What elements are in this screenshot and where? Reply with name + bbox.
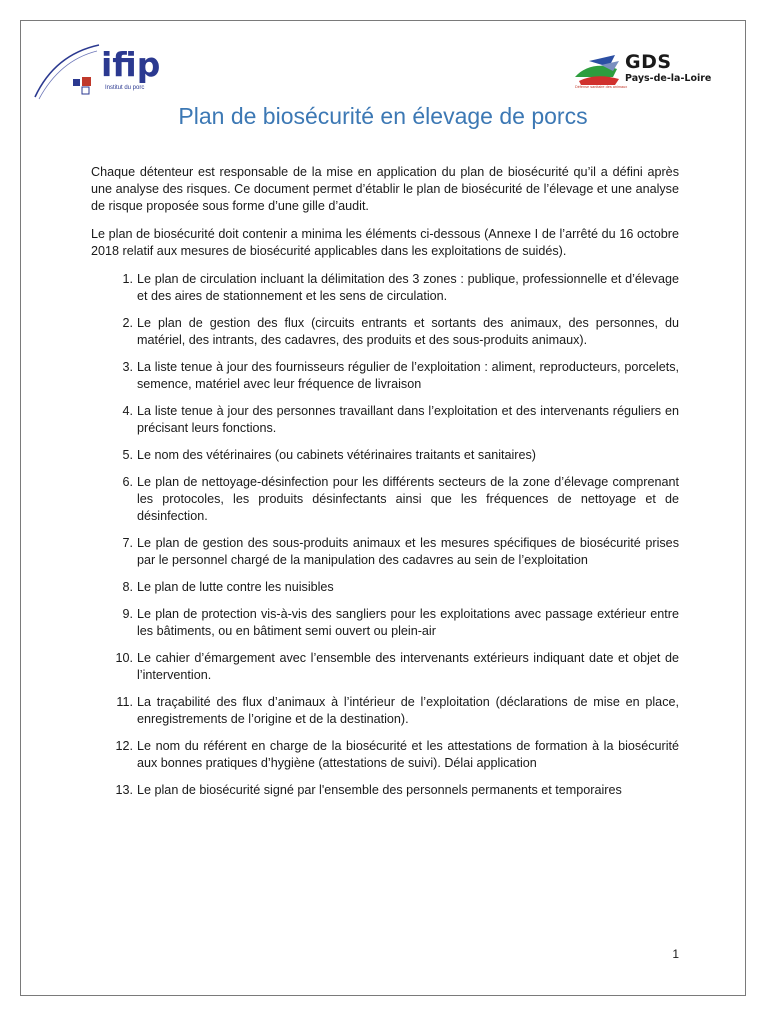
list-item-text: Le plan de nettoyage-désinfection pour les différents secteurs de la zone d’élevage comprenant les protocoles, les produits désinfectants ainsi que les fréquences de nettoyage et de désinfection.: [137, 475, 679, 523]
list-item: [122, 474, 679, 525]
list-item: [122, 315, 679, 349]
list-item: [122, 606, 679, 640]
list-item-text: Le plan de gestion des flux (circuits entrants et sortants des animaux, des personnes, du matériel, des intrants, des cadavres, des produits et des sous-produits animaux).: [137, 316, 679, 347]
intro-paragraph: Le plan de biosécurité doit contenir a minima les éléments ci-dessous (Annexe I de l’arrêté du 16 octobre 2018 relatif aux mesures de biosécurité applicables dans les exploitations de suidés).: [91, 227, 679, 258]
document-body: [91, 164, 679, 809]
list-item: [122, 403, 679, 437]
ifip-logo-text: ifip: [101, 45, 161, 84]
gds-logo-text: GDS: [625, 51, 672, 73]
list-item-number: 2.: [122, 316, 133, 330]
list-item-text: Le plan de biosécurité signé par l'ensemble des personnels permanents et temporaires: [137, 783, 622, 797]
document-page: [20, 20, 746, 996]
gds-logo-tagline: Défense sanitaire des animaux: [575, 85, 628, 89]
list-item-number: 6.: [122, 475, 133, 489]
list-item: [122, 447, 679, 464]
list-item-number: 9.: [122, 607, 133, 621]
list-item-number: 11.: [116, 695, 133, 709]
list-item: [122, 579, 679, 596]
list-item-text: Le cahier d’émargement avec l’ensemble des intervenants extérieurs indiquant date et objet de l’intervention.: [137, 651, 679, 682]
ifip-logo-subtitle: Institut du porc: [105, 85, 145, 91]
list-item-text: Le plan de gestion des sous-produits animaux et les mesures spécifiques de biosécurité prises par le personnel chargé de la manipulation des cadavres au sein de l’exploitation: [137, 536, 679, 567]
list-item: [115, 782, 679, 799]
list-item: [116, 694, 679, 728]
list-item-text: La traçabilité des flux d’animaux à l’intérieur de l’exploitation (déclarations de mise en place, enregistrements de l’origine et de la destination).: [137, 695, 679, 726]
list-item-text: Le plan de lutte contre les nuisibles: [137, 580, 334, 594]
page-number: 1: [672, 947, 679, 961]
list-item-number: 4.: [122, 404, 133, 418]
ifip-logo: [31, 37, 211, 107]
list-item: [122, 359, 679, 393]
list-item-number: 5.: [122, 448, 133, 462]
biosecurity-elements-list: [91, 271, 679, 799]
list-item: [115, 738, 679, 772]
list-item-text: La liste tenue à jour des personnes travaillant dans l’exploitation et des intervenants réguliers en précisant leurs fonctions.: [137, 404, 679, 435]
intro-paragraph: Chaque détenteur est responsable de la mise en application du plan de biosécurité qu’il a défini après une analyse des risques. Ce document permet d’établir le plan de biosécurité de l’élevage et une analyse de risque proposée sous forme d’une gille d’audit.: [91, 165, 679, 213]
list-item-number: 8.: [122, 580, 133, 594]
list-item-number: 10.: [115, 651, 133, 665]
list-item-text: Le nom des vétérinaires (ou cabinets vétérinaires traitants et sanitaires): [137, 448, 536, 462]
list-item-number: 13.: [115, 783, 133, 797]
document-title: Plan de biosécurité en élevage de porcs: [178, 103, 588, 129]
list-item: [122, 535, 679, 569]
list-item-text: La liste tenue à jour des fournisseurs régulier de l’exploitation : aliment, reproducteurs, porcelets, semence, matériel avec leur fréquence de livraison: [137, 360, 679, 391]
list-item-number: 3.: [122, 360, 133, 374]
list-item-text: Le plan de circulation incluant la délimitation des 3 zones : publique, professionnelle et d’élevage et des aires de stationnement et les sens de circulation.: [137, 272, 679, 303]
gds-logo: [569, 51, 739, 101]
list-item-number: 1.: [122, 272, 133, 286]
list-item-text: Le nom du référent en charge de la biosécurité et les attestations de formation à la biosécurité aux bonnes pratiques d’hygiène (attestations de suivi). Délai application: [137, 739, 679, 770]
list-item: [115, 650, 679, 684]
gds-logo-region: Pays-de-la-Loire: [625, 73, 712, 84]
list-item: [122, 271, 679, 305]
list-item-number: 12.: [115, 739, 133, 753]
list-item-text: Le plan de protection vis-à-vis des sangliers pour les exploitations avec passage extérieur entre les bâtiments, ou en bâtiment semi ouvert ou plein-air: [137, 607, 679, 638]
list-item-number: 7.: [122, 536, 133, 550]
